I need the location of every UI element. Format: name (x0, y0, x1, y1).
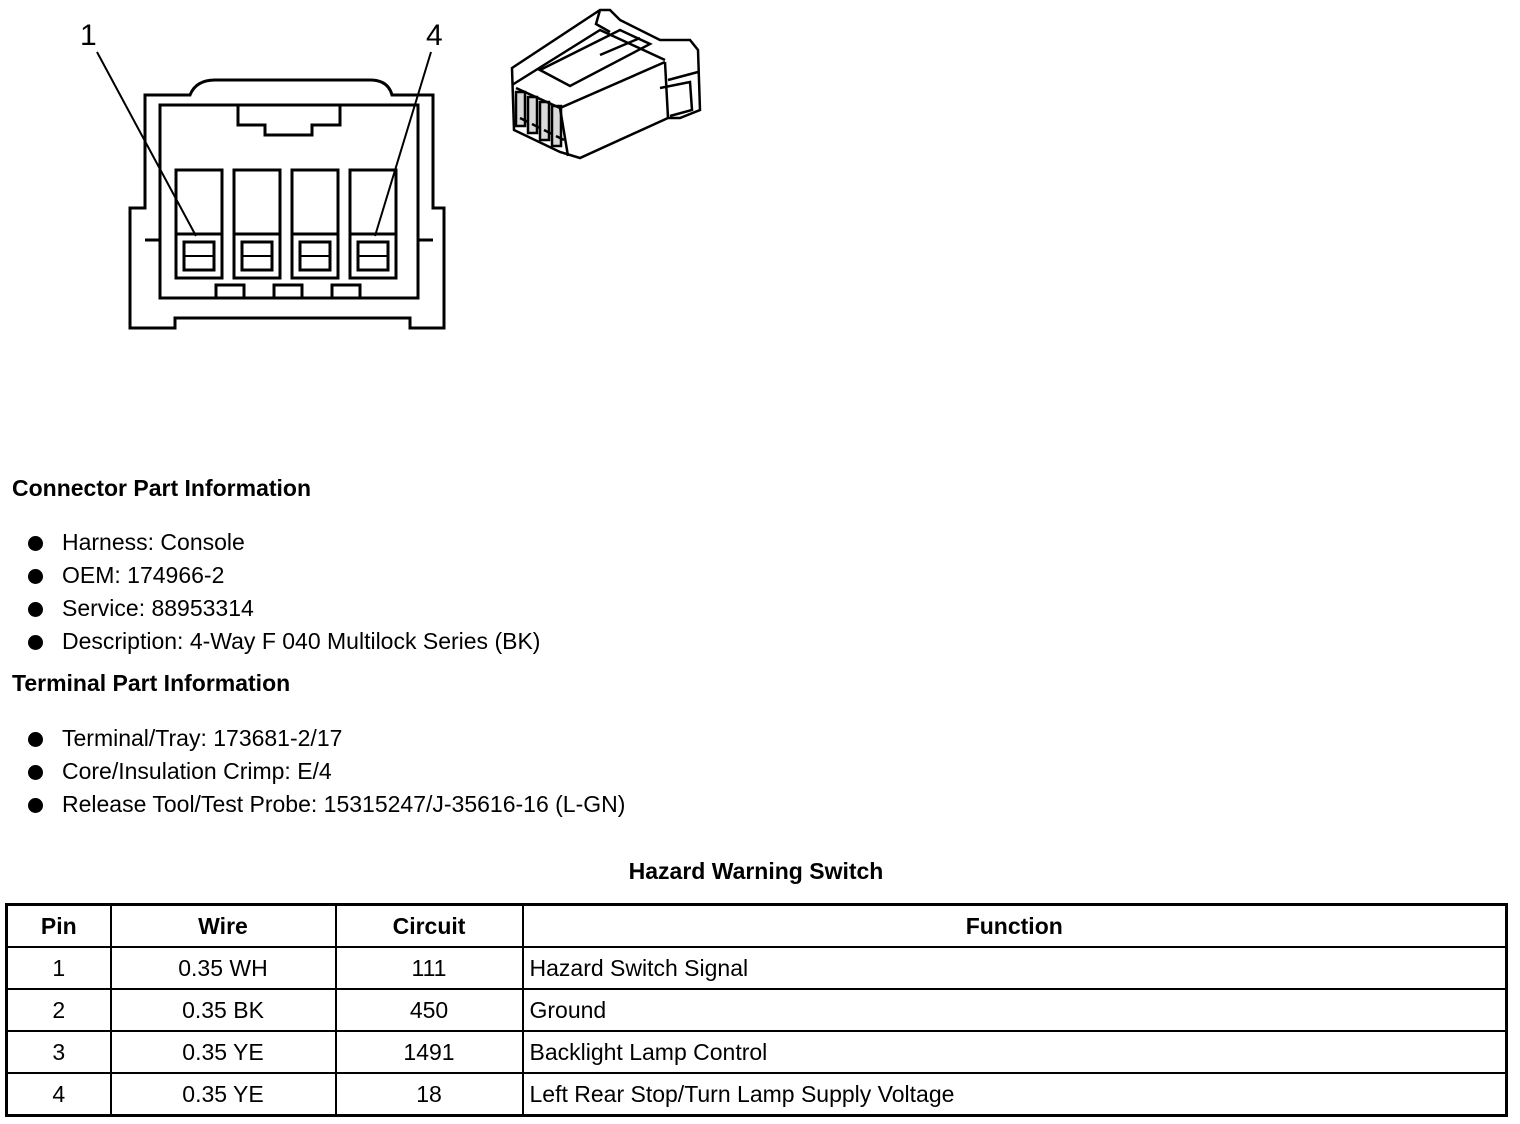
bullet-icon (28, 569, 43, 584)
cell-wire: 0.35 YE (111, 1073, 336, 1116)
cell-pin: 1 (7, 947, 111, 989)
cell-pin: 4 (7, 1073, 111, 1116)
list-item (28, 625, 540, 658)
table-header-row (7, 905, 1507, 948)
list-item (28, 788, 625, 821)
table-row (7, 1031, 1507, 1073)
terminal-tray: Terminal/Tray: 173681-2/17 (62, 725, 343, 751)
pinout-table (5, 903, 1508, 1117)
header-function: Function (523, 905, 1507, 948)
connector-isometric-view (512, 10, 700, 158)
bullet-icon (28, 765, 43, 780)
table-title: Hazard Warning Switch (628, 858, 884, 884)
connector-info-heading: Connector Part Information (12, 475, 312, 501)
terminal-info-heading: Terminal Part Information (12, 670, 291, 696)
list-item (28, 526, 540, 559)
bullet-icon (28, 732, 43, 747)
list-item (28, 722, 625, 755)
connector-diagram (0, 0, 720, 340)
cell-pin: 2 (7, 989, 111, 1031)
table-row (7, 947, 1507, 989)
bullet-icon (28, 635, 43, 650)
callout-pin-1: 1 (80, 19, 97, 52)
connector-service: Service: 88953314 (62, 595, 254, 621)
connector-description: Description: 4-Way F 040 Multilock Series (BK) (62, 628, 541, 654)
list-item (28, 592, 540, 625)
terminal-crimp: Core/Insulation Crimp: E/4 (62, 758, 332, 784)
cell-wire: 0.35 BK (111, 989, 336, 1031)
cell-wire: 0.35 YE (111, 1031, 336, 1073)
bullet-icon (28, 798, 43, 813)
header-circuit: Circuit (336, 905, 523, 948)
table-row (7, 1073, 1507, 1116)
header-wire: Wire (111, 905, 336, 948)
callout-pin-4: 4 (426, 19, 443, 52)
connector-oem: OEM: 174966-2 (62, 562, 225, 588)
list-item (28, 559, 540, 592)
terminal-cavity-3 (292, 170, 338, 278)
terminal-release-tool: Release Tool/Test Probe: 15315247/J-35616-16 (L-GN) (62, 791, 626, 817)
cell-circuit: 1491 (336, 1031, 523, 1073)
bullet-icon (28, 602, 43, 617)
cell-pin: 3 (7, 1031, 111, 1073)
list-item (28, 755, 625, 788)
cell-function: Left Rear Stop/Turn Lamp Supply Voltage (523, 1073, 1507, 1116)
cell-wire: 0.35 WH (111, 947, 336, 989)
terminal-cavity-2 (234, 170, 280, 278)
cell-function: Ground (523, 989, 1507, 1031)
cell-circuit: 450 (336, 989, 523, 1031)
cell-circuit: 18 (336, 1073, 523, 1116)
terminal-cavity-4 (350, 170, 396, 278)
cell-function: Hazard Switch Signal (523, 947, 1507, 989)
connector-info-list (28, 526, 540, 658)
connector-harness: Harness: Console (62, 529, 245, 555)
cell-circuit: 111 (336, 947, 523, 989)
bullet-icon (28, 536, 43, 551)
table-row (7, 989, 1507, 1031)
terminal-cavity-1 (176, 170, 222, 278)
header-pin: Pin (7, 905, 111, 948)
terminal-info-list (28, 722, 625, 821)
cell-function: Backlight Lamp Control (523, 1031, 1507, 1073)
